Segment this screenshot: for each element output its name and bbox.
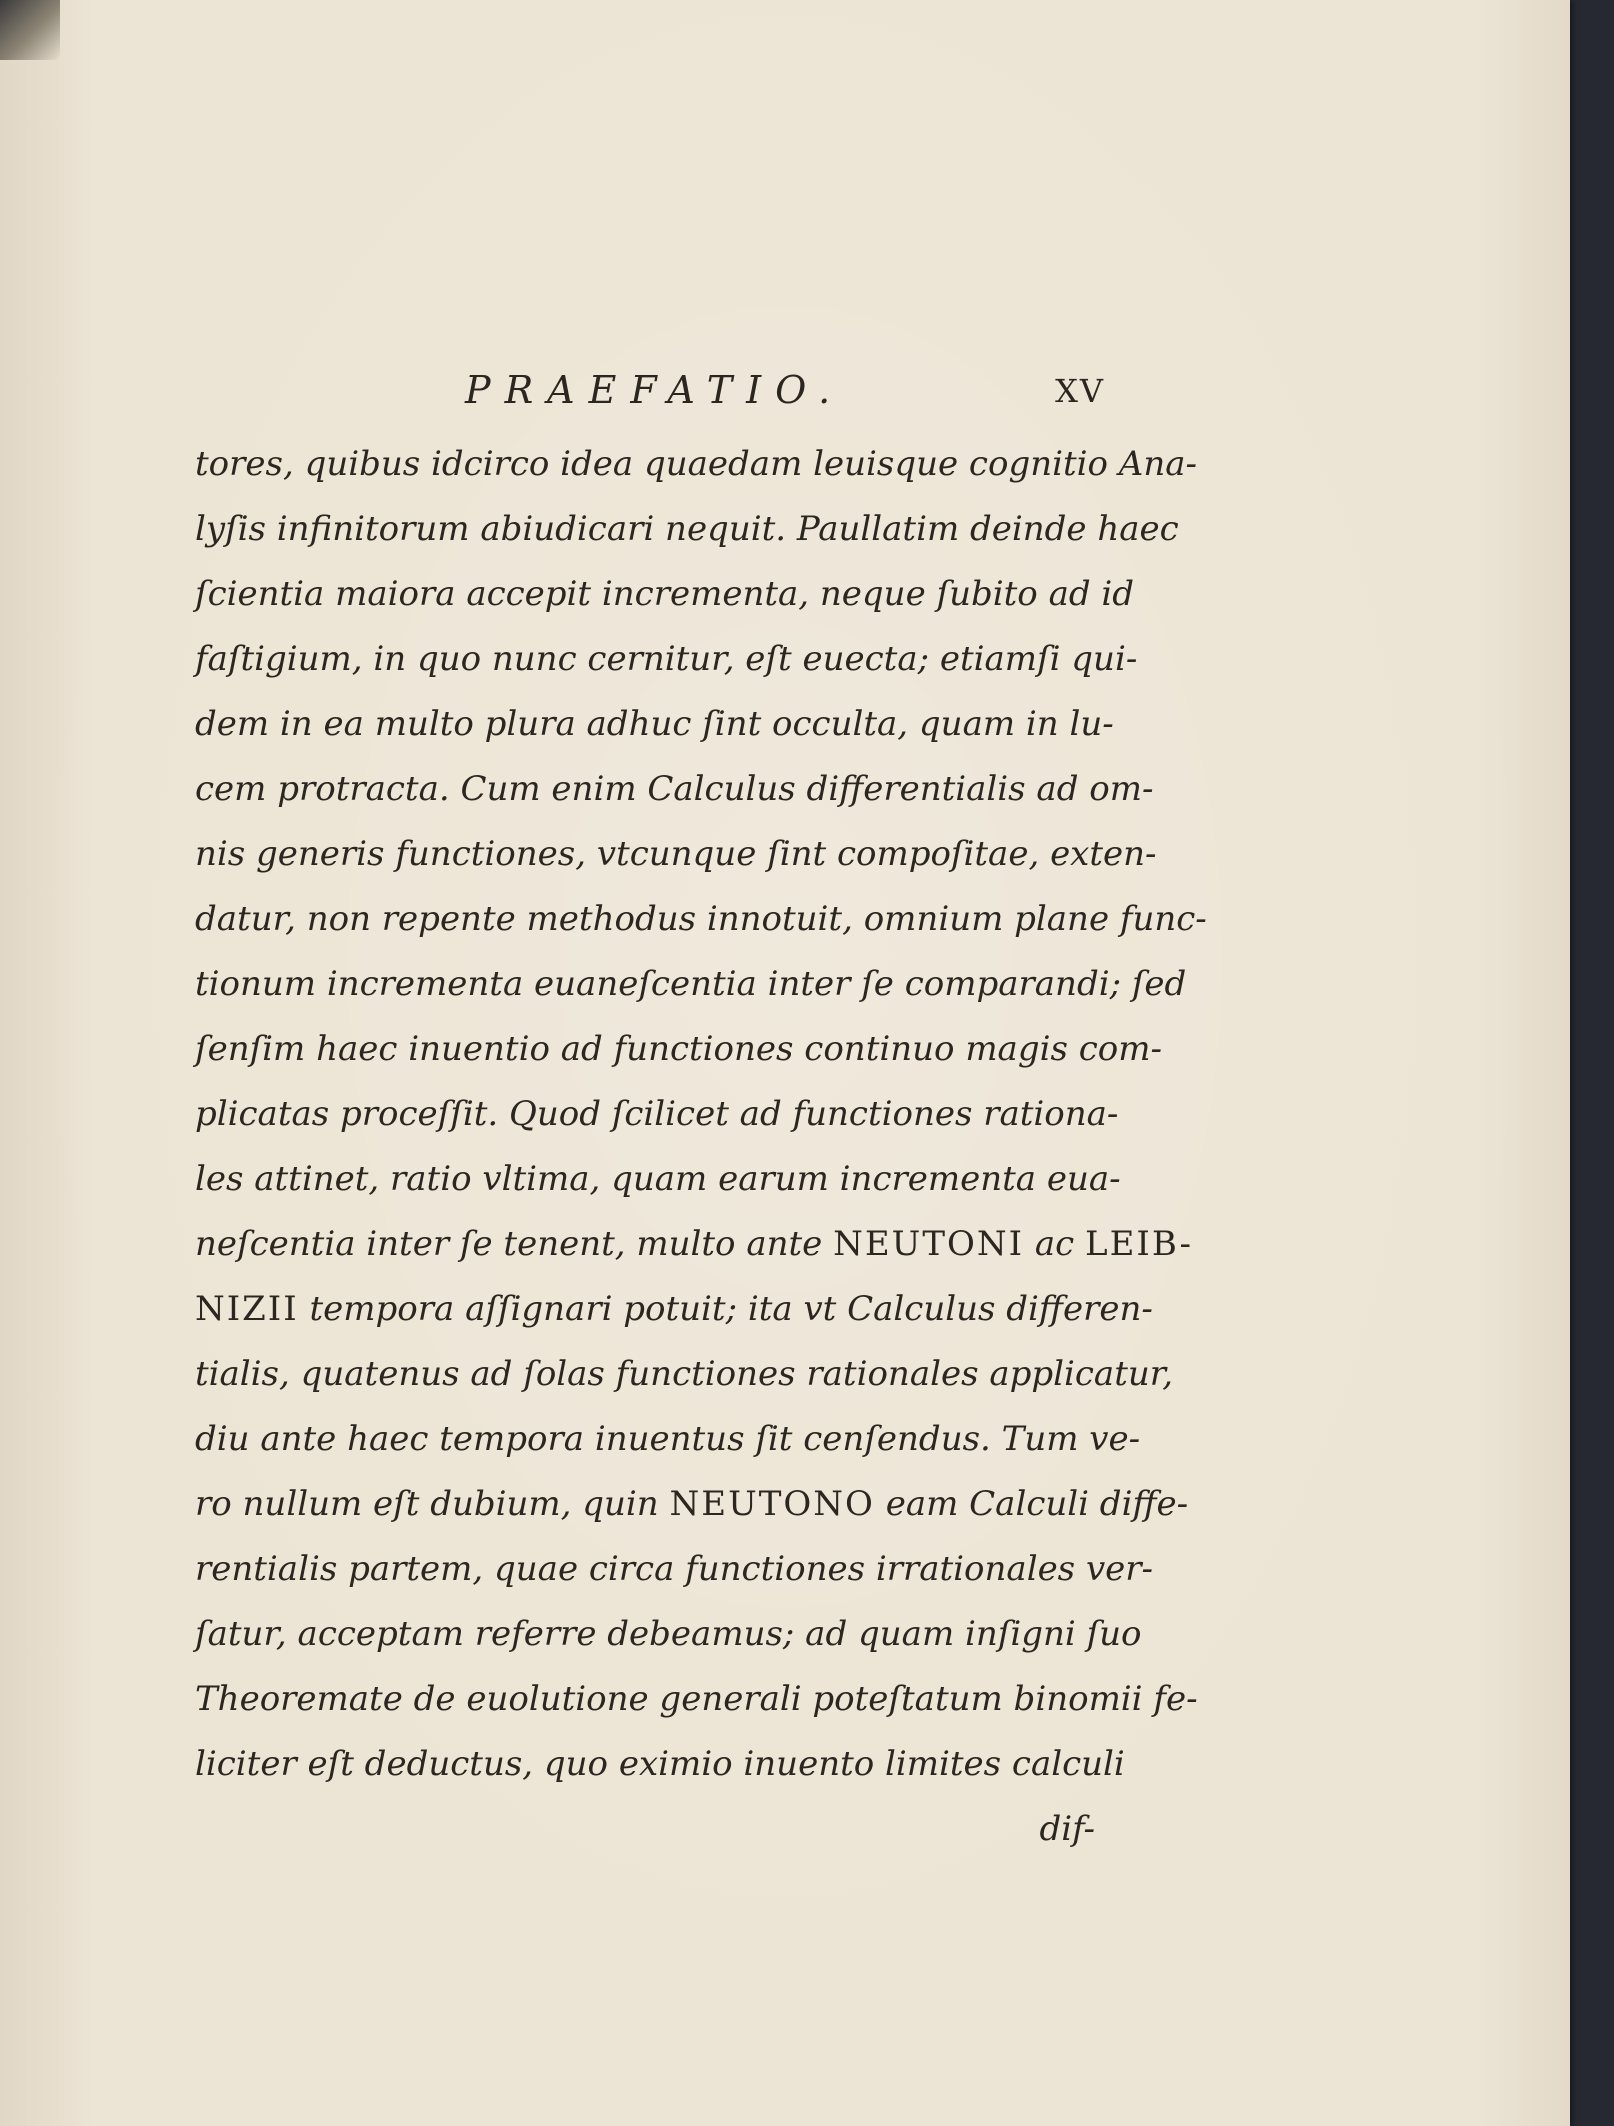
text-line: rentialis partem, quae circa functiones irrationales ver-: [195, 1549, 1154, 1589]
proper-name: NEUTONI: [833, 1224, 1025, 1264]
proper-name: NEUTONO: [669, 1484, 875, 1524]
text-line: ro nullum eſt dubium, quin NEUTONO eam Calculi diffe-: [195, 1484, 1189, 1524]
body-text: [195, 432, 1207, 1862]
running-head-title: PRAEFATIO.: [465, 368, 845, 412]
text-line: tionum incrementa euaneſcentia inter ſe comparandi; ſed: [195, 964, 1187, 1004]
text-line: tores, quibus idcirco idea quaedam leuisque cognitio Ana-: [195, 444, 1198, 484]
text-line: ſcientia maiora accepit incrementa, neque ſubito ad id: [195, 574, 1135, 614]
text-line: Theoremate de euolutione generali poteſtatum binomii fe-: [195, 1679, 1198, 1719]
text-line: faſtigium, in quo nunc cernitur, eſt euecta; etiamſi qui-: [195, 639, 1138, 679]
text-line: les attinet, ratio vltima, quam earum incrementa eua-: [195, 1159, 1121, 1199]
text-line: dem in ea multo plura adhuc ſint occulta, quam in lu-: [195, 704, 1114, 744]
binding-edge: [0, 0, 60, 60]
page-number: XV: [1055, 372, 1105, 410]
proper-name: NIZII: [195, 1289, 299, 1329]
text-line: diu ante haec tempora inuentus ſit cenſendus. Tum ve-: [195, 1419, 1141, 1459]
catchword: dif-: [1039, 1809, 1095, 1849]
text-line: ſatur, acceptam referre debeamus; ad quam inſigni ſuo: [195, 1614, 1142, 1654]
text-line: nis generis functiones, vtcunque ſint compoſitae, exten-: [195, 834, 1157, 874]
text-line: lyſis infinitorum abiudicari nequit. Paullatim deinde haec: [195, 509, 1179, 549]
text-line: NIZII tempora aſſignari potuit; ita vt Calculus differen-: [195, 1289, 1153, 1329]
text-line: plicatas proceſſit. Quod ſcilicet ad functiones rationa-: [195, 1094, 1119, 1134]
text-line: datur, non repente methodus innotuit, omnium plane func-: [195, 899, 1207, 939]
text-line: ſenſim haec inuentio ad functiones continuo magis com-: [195, 1029, 1162, 1069]
text-line: neſcentia inter ſe tenent, multo ante NEUTONI ac LEIB-: [195, 1224, 1193, 1264]
running-head: [195, 368, 1105, 418]
proper-name: LEIB-: [1085, 1224, 1193, 1264]
text-line: cem protracta. Cum enim Calculus differentialis ad om-: [195, 769, 1154, 809]
text-line: liciter eſt deductus, quo eximio inuento limites calculi: [195, 1744, 1125, 1784]
text-line: tialis, quatenus ad ſolas functiones rationales applicatur,: [195, 1354, 1174, 1394]
